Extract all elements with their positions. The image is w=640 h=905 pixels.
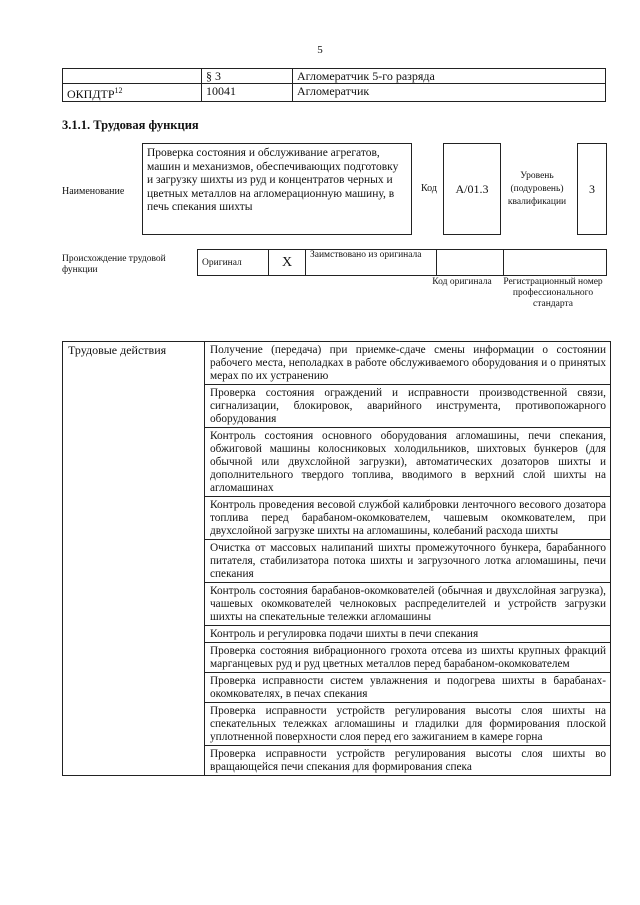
okpdtr-cell xyxy=(63,69,202,84)
okpdtr-cell: 10041 xyxy=(202,84,293,102)
okpdtr-row xyxy=(63,69,606,84)
origin-row xyxy=(198,250,607,276)
level-label: Уровень (подуровень) квалификации xyxy=(507,171,567,207)
level-value: 3 xyxy=(589,181,595,196)
labor-action-item: Получение (передача) при приемке-сдаче смены информации о состоянии рабочего места, неполадках в работе обслуживаемого оборудования и о принятых мерах по их устранению xyxy=(205,342,611,385)
code-original-caption: Код оригинала xyxy=(432,277,492,287)
okpdtr-cell: Агломератчик 5-го разряда xyxy=(293,69,606,84)
okpdtr-label-cell xyxy=(63,84,202,102)
labor-action-item: Проверка состояния ограждений и исправности производственной связи, сигнализации, блокировок, аварийного инструмента, противопожарного оборудования xyxy=(205,385,611,428)
original-label: Оригинал xyxy=(202,257,242,268)
labor-action-item: Контроль и регулировка подачи шихты в печи спекания xyxy=(205,626,611,643)
function-name-box: Проверка состояния и обслуживание агрегатов, машин и механизмов, обеспечивающих подготовку и загрузку шихты из руд и концентратов черных и цветных металлов на агломерационную машину, в печь спекания шихты xyxy=(142,143,412,235)
function-code-box xyxy=(443,143,501,235)
page-number: 5 xyxy=(317,44,323,56)
code-original-cell xyxy=(437,250,504,276)
labor-actions-table xyxy=(62,341,611,776)
labor-actions-label: Трудовые действия xyxy=(63,342,205,776)
labor-action-item: Контроль состояния основного оборудования агломашины, печи спекания, обжиговой машины колосниковых холодильников, шихтовых бункеров (для обычной или двухслойной загрузки), автоматических дозаторов шихты и дополнительного твердого топлива, вводимого в верхний слой шихты на агломашинах xyxy=(205,428,611,497)
labor-action-item: Очистка от массовых налипаний шихты промежуточного бункера, барабанного питателя, стабилизатора потока шихты и загрузочного лотка агломашины, печи спекания xyxy=(205,540,611,583)
labor-action-item: Проверка исправности устройств регулирования высоты слоя шихты во вращающейся печи спекания для формирования спека xyxy=(205,746,611,776)
function-code: А/01.3 xyxy=(455,181,489,196)
labor-action-item: Проверка состояния вибрационного грохота отсева из шихты крупных фракций марганцевых руд и руд цветных металлов перед барабаном-окомкователем xyxy=(205,643,611,673)
footnote-ref: 12 xyxy=(114,86,123,95)
reg-number-caption: Регистрационный номер профессионального стандарта xyxy=(503,277,603,309)
okpdtr-table xyxy=(62,68,606,102)
reg-number-cell xyxy=(504,250,607,276)
original-cell xyxy=(198,250,269,276)
original-mark: X xyxy=(281,254,293,270)
okpdtr-label: ОКПДТР xyxy=(67,87,115,101)
okpdtr-cell: Агломератчик xyxy=(293,84,606,102)
table-row xyxy=(63,342,611,385)
labor-action-item: Контроль проведения весовой службой калибровки ленточного весового дозатора топлива перед барабаном-окомкователем, чашевым окомкователем, при двухслойной загрузке шихты на агломашины, колебаний расхода шихты xyxy=(205,497,611,540)
labor-action-item: Проверка исправности устройств регулирования высоты слоя шихты на спекательных тележках агломашины и гладилки для формирования плоской уплотненной поверхности слоя перед его зажиганием в камере горна xyxy=(205,703,611,746)
borrowed-cell xyxy=(306,250,437,276)
section-heading: 3.1.1. Трудовая функция xyxy=(62,118,199,132)
borrowed-label: Заимствовано из оригинала xyxy=(310,250,422,260)
origin-label: Происхождение трудовой функции xyxy=(62,254,166,275)
name-label: Наименование xyxy=(62,186,125,197)
labor-action-item: Контроль состояния барабанов-окомкователей (обычная и двухслойная загрузка), чашевых окомкователей челноковых распределителей и устройств загрузки шихты на спекательные тележки агломашины xyxy=(205,583,611,626)
original-mark-cell xyxy=(269,250,306,276)
okpdtr-row xyxy=(63,84,606,102)
code-label: Код xyxy=(421,183,437,194)
origin-table xyxy=(197,249,607,276)
labor-action-item: Проверка исправности систем увлажнения и подогрева шихты в барабанах-окомкователях, в печах спекания xyxy=(205,673,611,703)
okpdtr-cell: § 3 xyxy=(202,69,293,84)
level-box xyxy=(577,143,607,235)
